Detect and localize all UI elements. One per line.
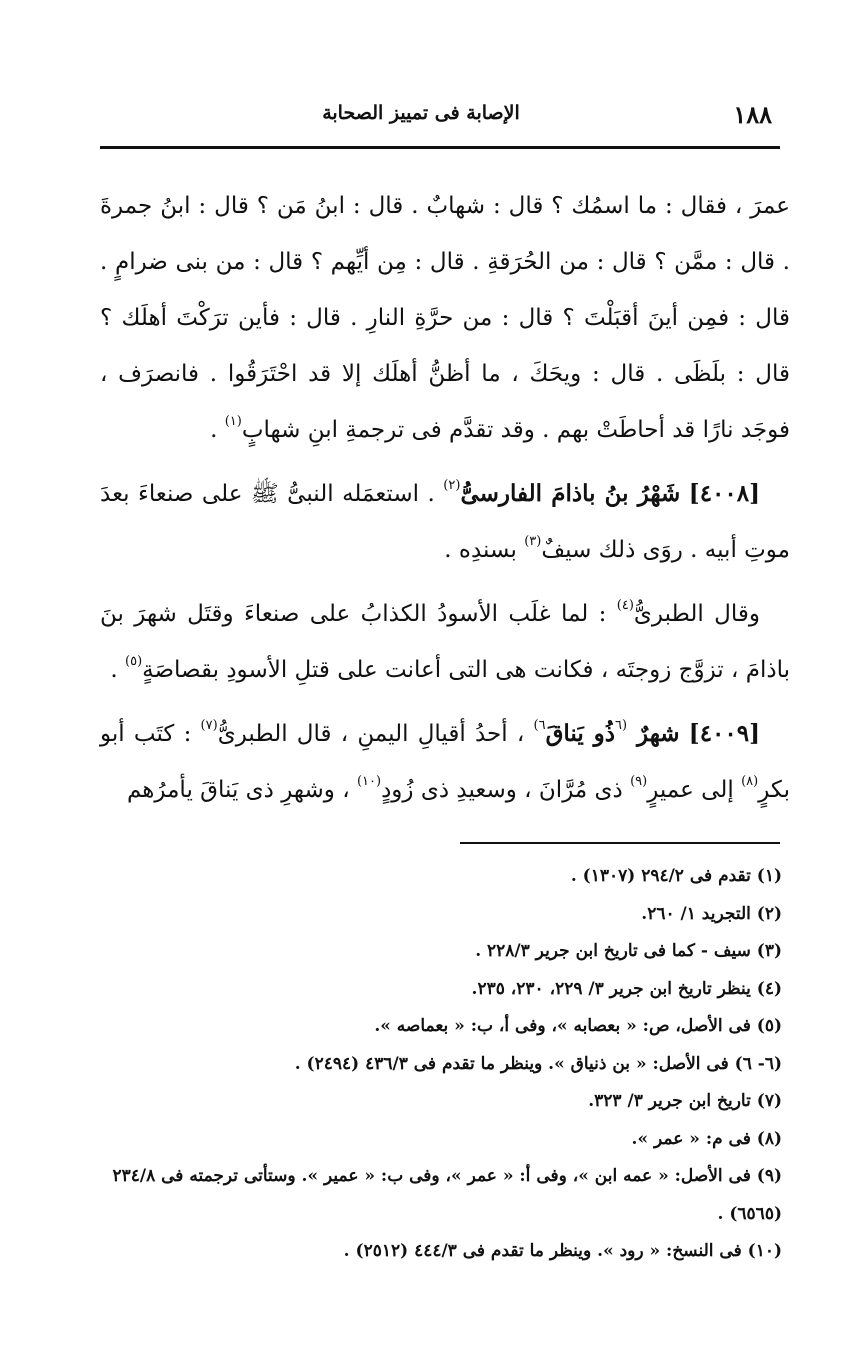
footnote: (٥) فى الأصل، ص: « بعصابه »، وفى أ، ب: « بعماصه ».: [374, 1016, 782, 1036]
footnote-ref: (٥): [125, 654, 143, 669]
book-title: الإصابة فى تمييز الصحابة: [322, 102, 520, 124]
paragraph-tabari: وقال الطبرىُّ$^{(٤)}$ : لما غلَب الأسودُ الكذابُ على صنعاءَ وقتَل شهرَ بنَ باذامَ ، تزوَّج زوجتَه ، فكانت هى التى أعانت على قتلِ الأسودِ بقصاصَةٍ$^{(٥)}$ .: [100, 598, 790, 683]
footnote-ref: (٦: [615, 718, 628, 733]
footnotes: [100, 858, 782, 1271]
main-text: [100, 178, 790, 818]
footnote-rule: [460, 842, 780, 844]
entry-name-cont: ذُو يَناقَ: [545, 720, 616, 747]
footnote: (٢) التجريد ١/ ٢٦٠.: [641, 903, 782, 924]
entry-number: [٤٠٠٩]: [688, 720, 760, 747]
paragraph-continuation: عمرَ ، فقال : ما اسمُك ؟ قال : شهابٌ . قال : ابنُ مَن ؟ قال : ابنُ جمرةَ . قال : ممَّن ؟ قال : من الحُرَقةِ . قال : مِن أيِّهم ؟ قال : من بنى ضرامٍ . قال : فمِن أينَ أقبَلْتَ ؟ قال : من حرَّةِ النارِ . قال : فأين ترَكْتَ أهلَك ؟ قال : بلَظَى . قال : ويحَكَ ، ما أظنُّ أهلَك إلا قد احْتَرَقُوا . فانصرَف ، فوجَد نارًا قد أحاطَتْ بهم . وقد تقدَّم فى ترجمةِ ابنِ شهابٍ$^{(١)}$ .: [100, 193, 791, 443]
footnote-ref: (١): [224, 414, 242, 429]
footnote: (٧) تاريخ ابن جرير ٣/ ٣٢٣.: [588, 1091, 782, 1111]
entry-4009: [٤٠٠٩] شهرٌ $^{(٦}$ذُو يَناقَ$^{٦)}$ ، أحدُ أقيالِ اليمنِ ، قال الطبرىُّ$^{(٧)}$ : كتَب أبو بكرٍ$^{(٨)}$ إلى عميرٍ$^{(٩)}$ ذى مُرَّانَ ، وسعيدِ ذى زُودٍ$^{(١٠)}$ ، وشهرِ ذى يَناقَ يأمرُهم: [100, 718, 790, 803]
header-rule: [100, 146, 780, 149]
footnote-ref: (٤): [616, 598, 634, 613]
footnote-ref: (٨): [741, 774, 759, 789]
entry-name: شهرٌ: [627, 720, 680, 747]
footnote-ref: (١٠): [356, 774, 382, 789]
footnote-ref: (٧): [200, 718, 218, 733]
footnote: (٨) فى م: « عمر ».: [631, 1128, 782, 1149]
footnote: (١) تقدم فى ٢٩٤/٢ (١٣٠٧) .: [570, 866, 782, 886]
footnote-ref: (٣): [524, 534, 542, 549]
entry-name: شَهْرُ بنُ باذامَ الفارسىُّ: [460, 480, 681, 507]
footnote: (٤) ينظر تاريخ ابن جرير ٣/ ٢٢٩، ٢٣٠، ٢٣٥.: [471, 978, 782, 999]
footnote: (٦- ٦) فى الأصل: « بن ذنياق ». وينظر ما تقدم فى ٤٣٦/٣ (٢٤٩٤) .: [294, 1053, 782, 1074]
page-number: ١٨٨: [733, 100, 772, 129]
footnote-ref: ٦): [533, 718, 546, 733]
footnote-ref: (٩): [630, 774, 648, 789]
footnote: (٣) سيف - كما فى تاريخ ابن جرير ٢٢٨/٣ .: [475, 941, 782, 961]
entry-4008: [٤٠٠٨] شَهْرُ بنُ باذامَ الفارسىُّ$^{(٢)}$ . استعمَله النبىُّ ﷺ على صنعاءَ بعدَ موتِ أبيه . روَى ذلك سيفٌ$^{(٣)}$ بسندِه .: [100, 478, 790, 563]
entry-number: [٤٠٠٨]: [688, 480, 760, 507]
footnote: (١٠) فى النسخ: « رود ». وينظر ما تقدم فى ٤٤٤/٣ (٢٥١٢) .: [343, 1241, 782, 1261]
footnote-ref: (٢): [443, 478, 461, 493]
footnote: (٩) فى الأصل: « عمه ابن »، وفى أ: « عمر »، وفى ب: « عمير ». وستأتى ترجمته فى ٢٣٤/٨ (٦٥٦٥) .: [112, 1166, 782, 1224]
running-header: [100, 100, 772, 136]
